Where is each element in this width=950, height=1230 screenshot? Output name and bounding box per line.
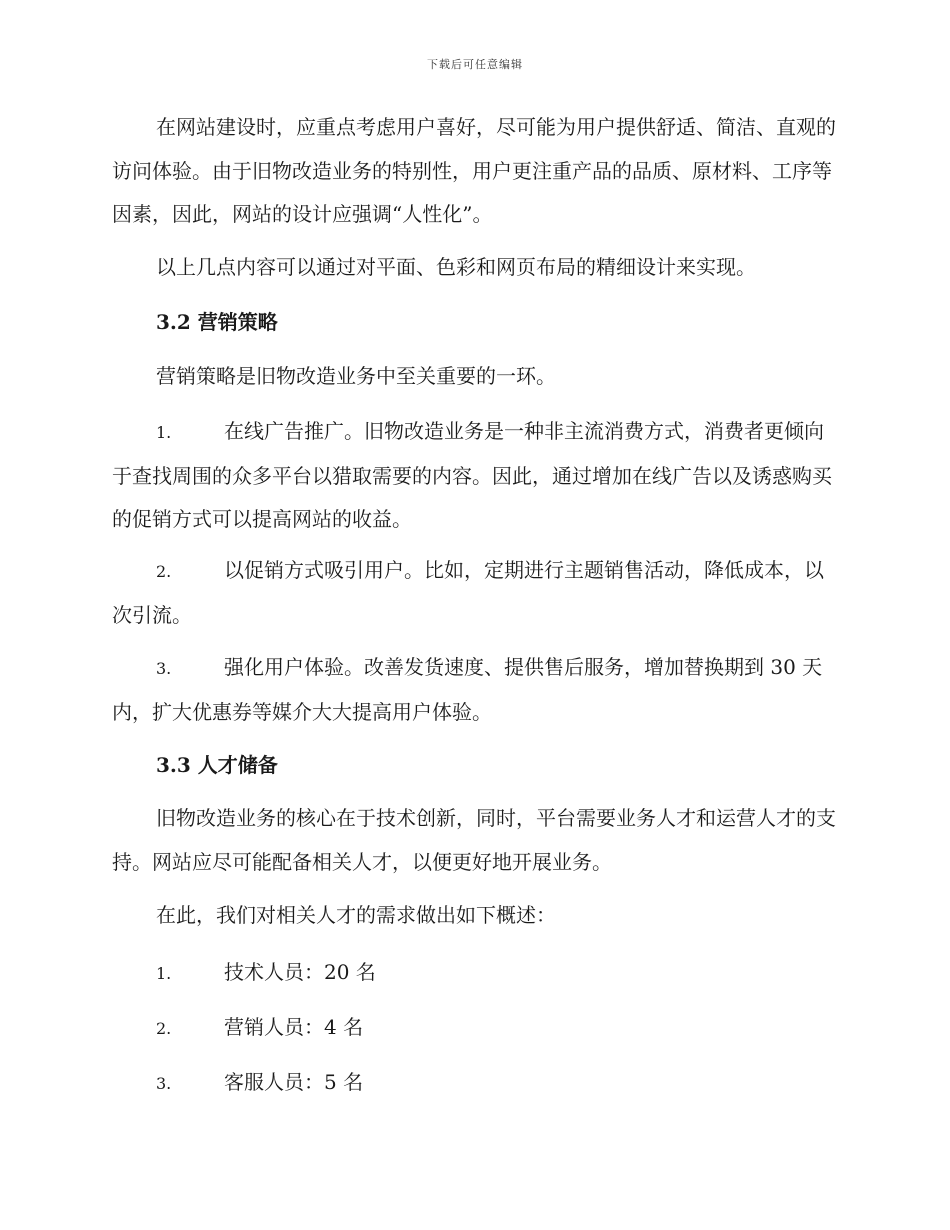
list-item-number: 1. — [156, 964, 172, 983]
list-item-number: 3. — [156, 659, 172, 678]
list-item-number: 2. — [156, 1019, 172, 1038]
list-item — [112, 410, 836, 542]
paragraph-marketing-intro: 营销策略是旧物改造业务中至关重要的一环。 — [156, 364, 556, 388]
list-item-text: 在线广告推广。旧物改造业务是一种非主流消费方式，消费者更倾向于查找周围的众多平台以猎取需要的内容。因此，通过增加在线广告以及诱惑购买的促销方式可以提高网站的收益。 — [112, 419, 832, 531]
page-header-note: 下载后可任意编辑 — [427, 58, 523, 71]
list-item-text: 强化用户体验。改善发货速度、提供售后服务，增加替换期到 30 天内，扩大优惠券等媒介大大提高用户体验。 — [112, 655, 823, 724]
list-item-text: 客服人员：5 名 — [224, 1070, 364, 1094]
paragraph-talent-intro: 旧物改造业务的核心在于技术创新，同时，平台需要业务人才和运营人才的支持。网站应尽可能配备相关人才，以便更好地开展业务。 — [112, 806, 836, 874]
section-heading-marketing: 3.2 营销策略 — [156, 310, 278, 334]
list-item-text: 营销人员：4 名 — [224, 1015, 364, 1039]
paragraph-design-implementation: 以上几点内容可以通过对平面、色彩和网页布局的精细设计来实现。 — [156, 255, 756, 279]
list-item-number: 2. — [156, 562, 172, 581]
list-item — [112, 957, 376, 989]
list-item-text: 技术人员：20 名 — [224, 960, 376, 984]
list-item — [112, 1012, 363, 1044]
list-item — [112, 549, 836, 637]
list-item-text: 以促销方式吸引用户。比如，定期进行主题销售活动，降低成本，以次引流。 — [112, 558, 824, 627]
list-item — [112, 1067, 363, 1099]
paragraph-talent-lead: 在此，我们对相关人才的需求做出如下概述： — [156, 903, 556, 927]
paragraph-website-design: 在网站建设时，应重点考虑用户喜好，尽可能为用户提供舒适、简洁、直观的访问体验。由于旧物改造业务的特别性，用户更注重产品的品质、原材料、工序等因素，因此，网站的设计应强调“人性化”。 — [112, 115, 836, 226]
section-heading-talent: 3.3 人才储备 — [156, 753, 278, 777]
list-item — [112, 646, 836, 734]
list-item-number: 3. — [156, 1074, 172, 1093]
list-item-number: 1. — [156, 423, 172, 442]
